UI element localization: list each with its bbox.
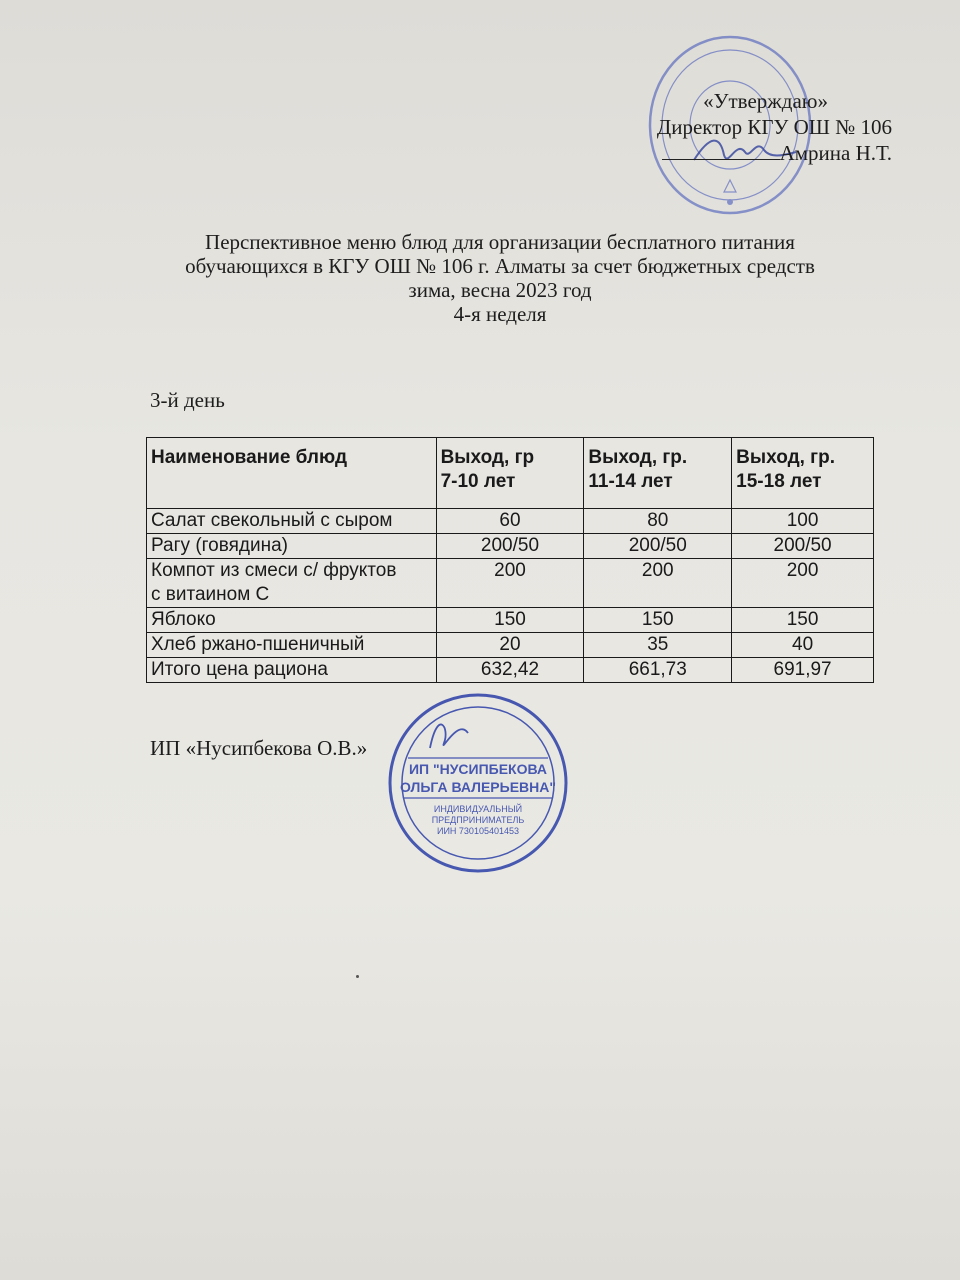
header-yield-7-10 <box>436 438 584 509</box>
header-dish-name-text: Наименование блюд <box>151 447 348 468</box>
yield-7-10: 200 <box>436 559 584 608</box>
table-row <box>147 509 874 534</box>
table-total-row <box>147 658 874 683</box>
table-row <box>147 559 874 608</box>
total-label: Итого цена рациона <box>147 658 437 683</box>
header-dish-name <box>147 438 437 509</box>
menu-table <box>146 437 874 683</box>
table-row <box>147 608 874 633</box>
yield-11-14: 35 <box>584 633 732 658</box>
header-yield-15-18 <box>732 438 874 509</box>
yield-15-18: 40 <box>732 633 874 658</box>
yield-15-18: 200/50 <box>732 534 874 559</box>
table-row <box>147 633 874 658</box>
total-15-18: 691,97 <box>732 658 874 683</box>
approval-signature-line <box>640 140 940 166</box>
dish-name <box>147 559 437 608</box>
yield-7-10: 200/50 <box>436 534 584 559</box>
vendor-stamp-line-5: ИИН 730105401453 <box>436 826 520 836</box>
table-header-row <box>147 438 874 509</box>
approval-block <box>640 88 940 166</box>
vendor-stamp-line-1: ИП "НУСИПБЕКОВА <box>408 761 548 777</box>
title-line-3: зима, весна 2023 год <box>408 278 592 302</box>
approval-heading: «Утверждаю» <box>703 89 828 113</box>
dish-name: Яблоко <box>147 608 437 633</box>
table-row <box>147 534 874 559</box>
yield-11-14: 80 <box>584 509 732 534</box>
header-yield-11-14 <box>584 438 732 509</box>
vendor-stamp-line-4: ПРЕДПРИНИМАТЕЛЬ <box>431 815 525 825</box>
yield-7-10: 20 <box>436 633 584 658</box>
yield-15-18: 100 <box>732 509 874 534</box>
dish-name: Рагу (говядина) <box>147 534 437 559</box>
title-line-4: 4-я неделя <box>453 302 547 326</box>
yield-11-14: 200/50 <box>584 534 732 559</box>
header-yield-label: Выход, гр. <box>736 447 835 468</box>
yield-11-14: 200 <box>584 559 732 608</box>
header-age-group: 11-14 лет <box>588 471 673 492</box>
signature-underline <box>662 143 780 160</box>
paper-speck <box>356 975 359 978</box>
dish-name: Салат свекольный с сыром <box>147 509 437 534</box>
document-title <box>120 230 880 326</box>
header-age-group: 15-18 лет <box>736 471 822 492</box>
dish-name-line-1: Компот из смеси с/ фруктов <box>151 560 397 581</box>
dish-name-line-2: с витаином С <box>151 584 270 605</box>
yield-15-18: 200 <box>732 559 874 608</box>
yield-7-10: 60 <box>436 509 584 534</box>
title-line-2: обучающихся в КГУ ОШ № 106 г. Алматы за счет бюджетных средств <box>185 254 815 278</box>
vendor-stamp <box>378 688 578 878</box>
total-11-14: 661,73 <box>584 658 732 683</box>
header-age-group: 7-10 лет <box>440 471 516 492</box>
header-yield-label: Выход, гр. <box>588 447 688 468</box>
vendor-name: ИП «Нусипбекова О.В.» <box>150 736 368 760</box>
vendor-stamp-line-3: ИНДИВИДУАЛЬНЫЙ <box>433 804 523 814</box>
day-label: 3-й день <box>150 388 225 412</box>
yield-7-10: 150 <box>436 608 584 633</box>
approval-name: Амрина Н.Т. <box>779 141 892 165</box>
approval-position: Директор КГУ ОШ № 106 <box>656 115 892 139</box>
dish-name: Хлеб ржано-пшеничный <box>147 633 437 658</box>
total-7-10: 632,42 <box>436 658 584 683</box>
yield-11-14: 150 <box>584 608 732 633</box>
header-yield-label: Выход, гр <box>440 447 535 468</box>
vendor-stamp-line-2: ОЛЬГА ВАЛЕРЬЕВНА" <box>399 779 557 795</box>
title-line-1: Перспективное меню блюд для организации бесплатного питания <box>205 230 795 254</box>
yield-15-18: 150 <box>732 608 874 633</box>
